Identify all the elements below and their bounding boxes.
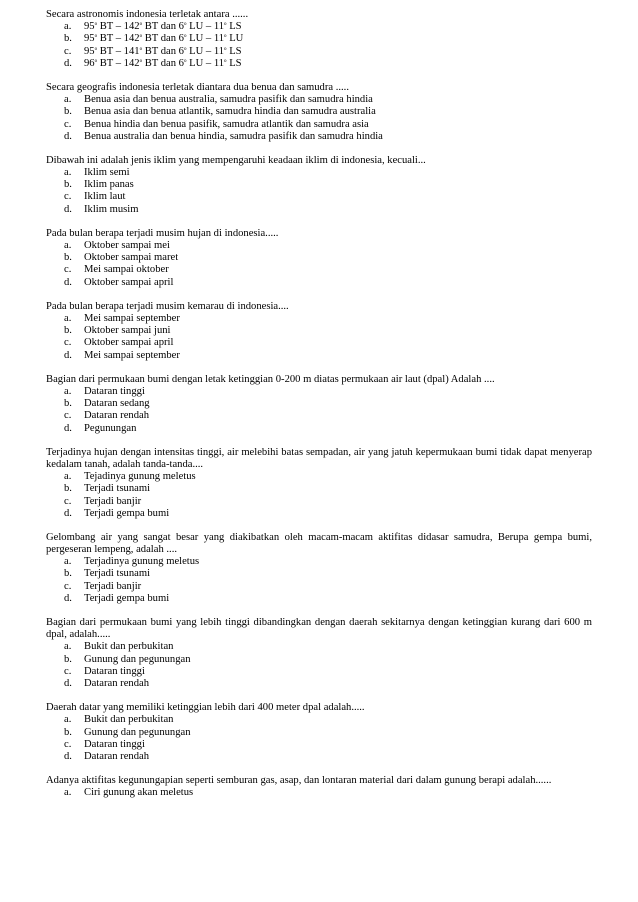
degree-symbol: o bbox=[139, 34, 143, 40]
option-text: 95$^o$ BT – 142$^o$ BT dan 6$^o$ LU – 11$^o$ LS bbox=[84, 21, 242, 33]
option-list bbox=[46, 313, 592, 362]
option-text: Terjadi tsunami bbox=[84, 483, 151, 495]
option-letter: b. bbox=[64, 325, 72, 337]
option-letter: d. bbox=[64, 750, 72, 762]
option-letter: a. bbox=[64, 313, 72, 325]
option-a bbox=[46, 167, 592, 179]
option-text: 96$^o$ BT – 142$^o$ BT dan 6$^o$ LU – 11$^o$ LS bbox=[84, 57, 242, 69]
option-text: Iklim semi bbox=[84, 167, 130, 179]
option-letter: c. bbox=[64, 738, 72, 750]
option-a bbox=[46, 471, 592, 483]
option-letter: a. bbox=[64, 240, 72, 252]
degree-symbol: o bbox=[94, 58, 98, 64]
option-list bbox=[46, 714, 592, 763]
option-text: 95$^o$ BT – 141$^o$ BT dan 6$^o$ LU – 11$^o$ LS bbox=[84, 45, 242, 57]
degree-symbol: o bbox=[139, 46, 143, 52]
option-text: Dataran rendah bbox=[84, 410, 149, 422]
option-text: Mei sampai oktober bbox=[84, 264, 169, 276]
option-letter: b. bbox=[64, 483, 72, 495]
option-a bbox=[46, 556, 592, 568]
option-letter: d. bbox=[64, 276, 72, 288]
option-text: Dataran tinggi bbox=[84, 738, 145, 750]
option-b bbox=[46, 179, 592, 191]
question-4 bbox=[46, 228, 592, 289]
option-letter: c. bbox=[64, 410, 72, 422]
option-text: Dataran sedang bbox=[84, 398, 150, 410]
option-letter: d. bbox=[64, 203, 72, 215]
option-list bbox=[46, 556, 592, 605]
option-letter: b. bbox=[64, 106, 72, 118]
option-text: Benua asia dan benua atlantik, samudra hindia dan samudra australia bbox=[84, 106, 376, 118]
option-text: Benua asia dan benua australia, samudra pasifik dan samudra hindia bbox=[84, 94, 373, 106]
option-text: Mei sampai september bbox=[84, 349, 180, 361]
question-text: Gelombang air yang sangat besar yang diakibatkan oleh macam-macam aktifitas didasar samudra, Berupa gempa bumi, pergeseran lempeng, adalah .... bbox=[46, 531, 592, 556]
option-b bbox=[46, 398, 592, 410]
option-d bbox=[46, 204, 592, 216]
option-text: Terjadi gempa bumi bbox=[84, 507, 170, 519]
option-letter: c. bbox=[64, 495, 72, 507]
question-list bbox=[46, 9, 592, 812]
option-text: Ciri gunung akan meletus bbox=[84, 787, 194, 799]
option-c bbox=[46, 46, 592, 58]
option-d bbox=[46, 678, 592, 690]
degree-symbol: o bbox=[183, 22, 187, 28]
option-letter: a. bbox=[64, 385, 72, 397]
option-list bbox=[46, 386, 592, 435]
option-c bbox=[46, 119, 592, 131]
question-7 bbox=[46, 447, 592, 520]
question-text: Terjadinya hujan dengan intensitas tinggi, air melebihi batas sempadan, air yang jatuh kepermukaan bumi tidak dapat menyerap kedalam tanah, adalah tanda-tanda.... bbox=[46, 446, 592, 470]
option-letter: a. bbox=[64, 94, 72, 106]
degree-symbol: o bbox=[224, 34, 227, 40]
option-letter: a. bbox=[64, 167, 72, 179]
option-d bbox=[46, 131, 592, 143]
degree-symbol: o bbox=[224, 22, 227, 28]
question-10 bbox=[46, 702, 592, 763]
option-letter: a. bbox=[64, 556, 72, 568]
option-text: Terjadi gempa bumi bbox=[84, 592, 170, 604]
option-text: Terjadi banjir bbox=[84, 495, 142, 507]
option-text: 95$^o$ BT – 142$^o$ BT dan 6$^o$ LU – 11$^o$ LU bbox=[84, 33, 244, 45]
option-c bbox=[46, 264, 592, 276]
option-letter: b. bbox=[64, 653, 72, 665]
option-d bbox=[46, 423, 592, 435]
option-b bbox=[46, 325, 592, 337]
degree-symbol: o bbox=[183, 34, 187, 40]
option-text: Iklim panas bbox=[84, 179, 134, 191]
question-text: Adanya aktifitas kegunungapian seperti semburan gas, asap, dan lontaran material dari dalam gunung berapi adalah...... bbox=[46, 775, 552, 787]
option-d bbox=[46, 277, 592, 289]
option-list bbox=[46, 641, 592, 690]
option-text: Terjadi tsunami bbox=[84, 568, 151, 580]
option-list bbox=[46, 240, 592, 289]
option-letter: a. bbox=[64, 471, 72, 483]
degree-symbol: o bbox=[224, 58, 227, 64]
option-letter: d. bbox=[64, 57, 72, 69]
option-b bbox=[46, 568, 592, 580]
option-letter: c. bbox=[64, 118, 72, 130]
option-letter: d. bbox=[64, 349, 72, 361]
option-list bbox=[46, 471, 592, 520]
option-c bbox=[46, 410, 592, 422]
option-d bbox=[46, 350, 592, 362]
degree-symbol: o bbox=[94, 22, 98, 28]
option-letter: c. bbox=[64, 191, 72, 203]
option-letter: c. bbox=[64, 45, 72, 57]
option-c bbox=[46, 666, 592, 678]
option-letter: b. bbox=[64, 252, 72, 264]
option-text: Gunung dan pegunungan bbox=[84, 726, 191, 738]
degree-symbol: o bbox=[183, 46, 187, 52]
option-letter: b. bbox=[64, 179, 72, 191]
question-text: Dibawah ini adalah jenis iklim yang mempengaruhi keadaan iklim di indonesia, kecuali... bbox=[46, 154, 426, 166]
option-text: Oktober sampai maret bbox=[84, 252, 179, 264]
option-text: Benua hindia dan benua pasifik, samudra atlantik dan samudra asia bbox=[84, 118, 369, 130]
option-text: Dataran tinggi bbox=[84, 665, 145, 677]
option-b bbox=[46, 654, 592, 666]
option-text: Oktober sampai april bbox=[84, 337, 174, 349]
option-letter: b. bbox=[64, 726, 72, 738]
option-a bbox=[46, 641, 592, 653]
option-text: Terjadinya gunung meletus bbox=[84, 556, 200, 568]
option-a bbox=[46, 386, 592, 398]
option-letter: c. bbox=[64, 580, 72, 592]
option-text: Pegunungan bbox=[84, 422, 137, 434]
option-text: Gunung dan pegunungan bbox=[84, 653, 191, 665]
degree-symbol: o bbox=[139, 58, 143, 64]
question-9 bbox=[46, 617, 592, 690]
question-6 bbox=[46, 374, 592, 435]
option-d bbox=[46, 751, 592, 763]
option-list bbox=[46, 787, 592, 799]
option-a bbox=[46, 787, 592, 799]
question-text: Bagian dari permukaan bumi yang lebih tinggi dibandingkan dengan daerah sekitarnya dengan ketinggian kurang dari 600 m dpal, adalah..... bbox=[46, 617, 592, 641]
question-3 bbox=[46, 155, 592, 216]
degree-symbol: o bbox=[139, 22, 143, 28]
degree-symbol: o bbox=[224, 46, 227, 52]
option-b bbox=[46, 106, 592, 118]
degree-symbol: o bbox=[94, 46, 98, 52]
option-letter: b. bbox=[64, 568, 72, 580]
option-text: Oktober sampai juni bbox=[84, 325, 171, 337]
question-2 bbox=[46, 82, 592, 143]
option-text: Dataran rendah bbox=[84, 678, 149, 689]
question-text: Pada bulan berapa terjadi musim hujan di indonesia..... bbox=[46, 227, 279, 239]
option-a bbox=[46, 94, 592, 106]
question-1 bbox=[46, 9, 592, 70]
option-letter: d. bbox=[64, 592, 72, 604]
option-list bbox=[46, 94, 592, 143]
question-5 bbox=[46, 301, 592, 362]
degree-symbol: o bbox=[183, 58, 187, 64]
option-d bbox=[46, 593, 592, 605]
option-a bbox=[46, 313, 592, 325]
option-text: Dataran rendah bbox=[84, 750, 149, 762]
option-d bbox=[46, 508, 592, 520]
option-text: Terjadi banjir bbox=[84, 580, 142, 592]
option-text: Bukit dan perbukitan bbox=[84, 641, 174, 653]
option-letter: a. bbox=[64, 714, 72, 726]
option-letter: a. bbox=[64, 787, 72, 799]
question-text: Bagian dari permukaan bumi dengan letak ketinggian 0-200 m diatas permukaan air laut (dpal) Adalah .... bbox=[46, 373, 495, 385]
option-letter: c. bbox=[64, 337, 72, 349]
option-text: Bukit dan perbukitan bbox=[84, 714, 174, 726]
option-text: Oktober sampai april bbox=[84, 276, 174, 288]
option-b bbox=[46, 483, 592, 495]
option-text: Benua australia dan benua hindia, samudra pasifik dan samudra hindia bbox=[84, 130, 383, 142]
option-c bbox=[46, 496, 592, 508]
option-letter: b. bbox=[64, 33, 72, 45]
question-text: Pada bulan berapa terjadi musim kemarau di indonesia.... bbox=[46, 300, 289, 312]
option-list bbox=[46, 21, 592, 70]
option-letter: d. bbox=[64, 130, 72, 142]
option-text: Dataran tinggi bbox=[84, 385, 145, 397]
option-b bbox=[46, 252, 592, 264]
degree-symbol: o bbox=[94, 34, 98, 40]
option-text: Mei sampai september bbox=[84, 313, 180, 325]
question-8 bbox=[46, 532, 592, 605]
option-letter: d. bbox=[64, 678, 72, 689]
option-text: Iklim musim bbox=[84, 203, 139, 215]
option-b bbox=[46, 727, 592, 739]
option-letter: d. bbox=[64, 422, 72, 434]
option-a bbox=[46, 240, 592, 252]
option-letter: c. bbox=[64, 264, 72, 276]
option-letter: b. bbox=[64, 398, 72, 410]
option-list bbox=[46, 167, 592, 216]
question-text: Secara geografis indonesia terletak diantara dua benua dan samudra ..... bbox=[46, 81, 349, 93]
question-text: Secara astronomis indonesia terletak antara ...... bbox=[46, 9, 249, 20]
option-a bbox=[46, 714, 592, 726]
option-a bbox=[46, 21, 592, 33]
option-text: Iklim laut bbox=[84, 191, 126, 203]
option-c bbox=[46, 581, 592, 593]
option-letter: c. bbox=[64, 665, 72, 677]
option-text: Tejadinya gunung meletus bbox=[84, 471, 196, 483]
question-text: Daerah datar yang memiliki ketinggian lebih dari 400 meter dpal adalah..... bbox=[46, 702, 365, 714]
option-letter: d. bbox=[64, 507, 72, 519]
option-d bbox=[46, 58, 592, 70]
question-11 bbox=[46, 775, 592, 799]
option-c bbox=[46, 337, 592, 349]
option-c bbox=[46, 739, 592, 751]
option-text: Oktober sampai mei bbox=[84, 240, 170, 252]
option-c bbox=[46, 191, 592, 203]
option-b bbox=[46, 33, 592, 45]
option-letter: a. bbox=[64, 21, 72, 33]
option-letter: a. bbox=[64, 641, 72, 653]
